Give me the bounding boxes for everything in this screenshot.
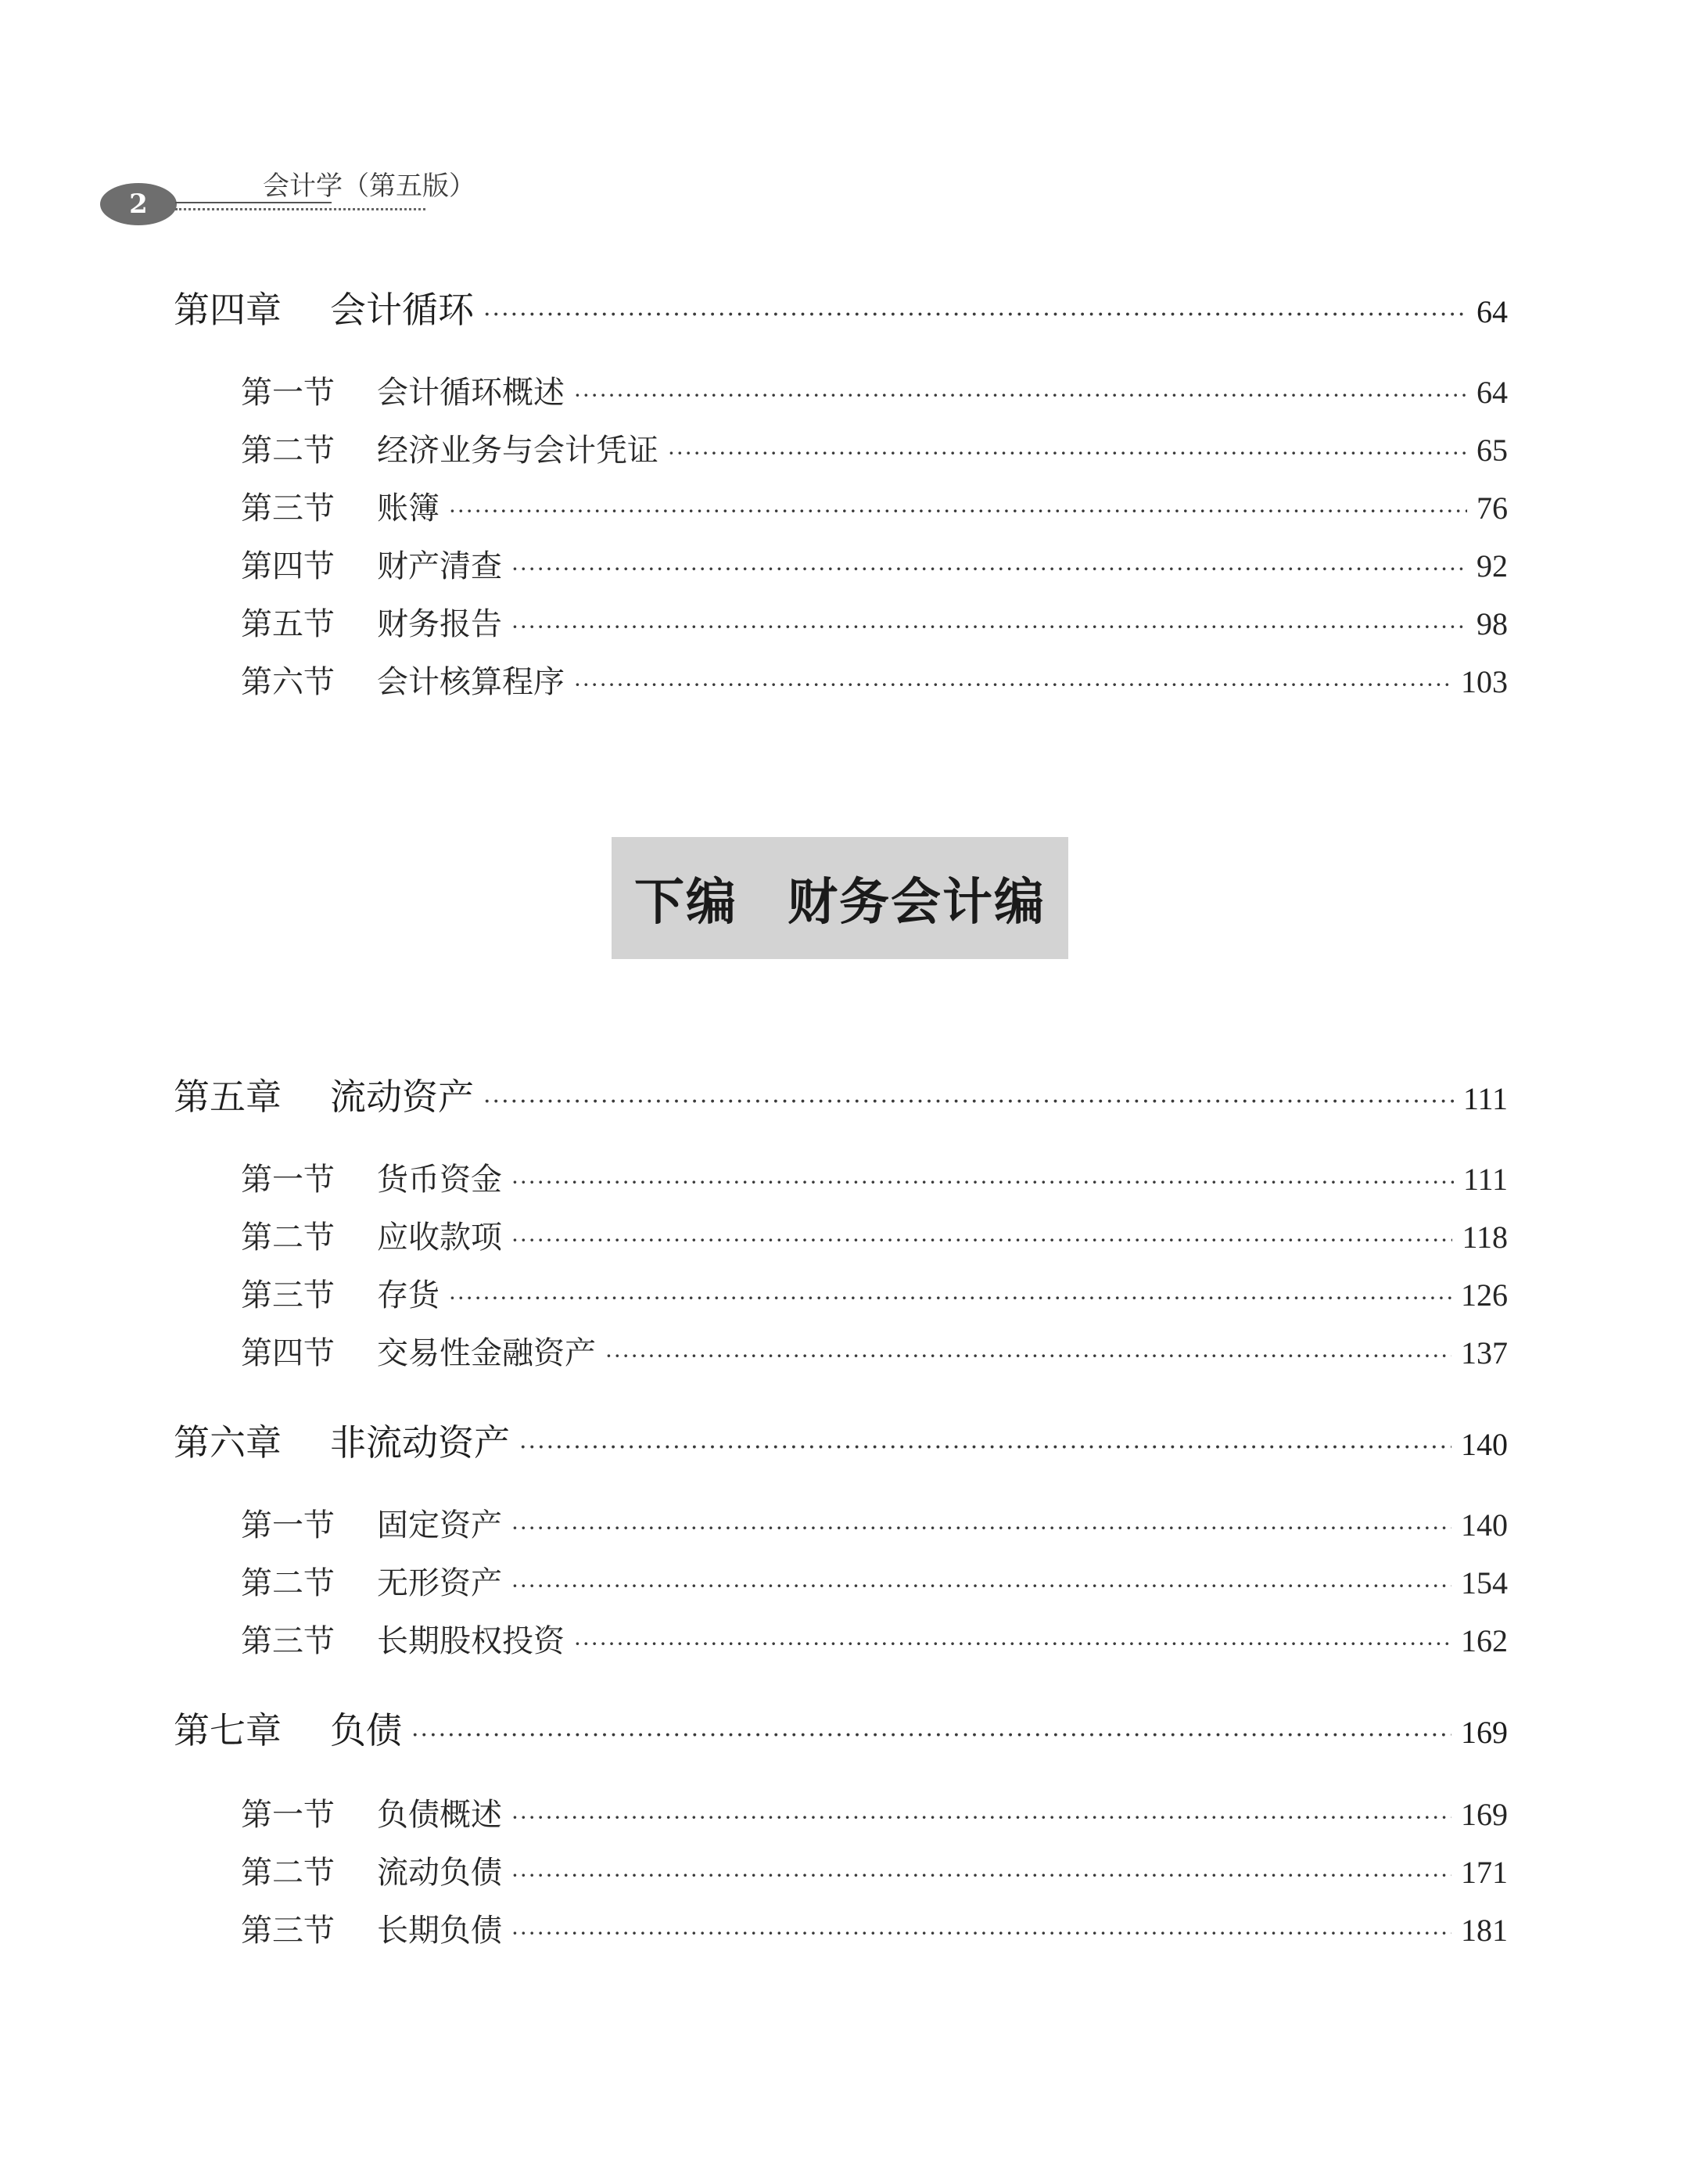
toc-section[interactable] bbox=[241, 1500, 1508, 1543]
page-ref: 181 bbox=[1461, 1913, 1508, 1948]
toc-section[interactable] bbox=[241, 541, 1508, 584]
dot-leader bbox=[605, 1343, 1451, 1369]
page-ref: 103 bbox=[1461, 664, 1508, 699]
part-label: 下编 bbox=[634, 873, 737, 932]
toc-section[interactable] bbox=[241, 1213, 1508, 1255]
section-title: 会计循环概述 bbox=[377, 375, 565, 411]
section-title: 长期股权投资 bbox=[377, 1623, 565, 1659]
page-number-badge: 2 bbox=[100, 183, 177, 225]
dot-leader bbox=[511, 1863, 1451, 1888]
toc-section[interactable] bbox=[241, 1270, 1508, 1313]
chapter-number: 第七章 bbox=[174, 1709, 282, 1751]
section-number: 第五节 bbox=[241, 606, 335, 642]
page-ref: 171 bbox=[1461, 1855, 1508, 1890]
page-ref: 140 bbox=[1461, 1427, 1508, 1462]
dot-leader bbox=[574, 1631, 1451, 1657]
section-title: 无形资产 bbox=[377, 1565, 502, 1601]
toc-section[interactable] bbox=[241, 368, 1508, 410]
dot-leader bbox=[668, 440, 1467, 466]
toc-section[interactable] bbox=[241, 599, 1508, 641]
section-title: 长期负债 bbox=[377, 1913, 502, 1949]
page-ref: 118 bbox=[1462, 1220, 1508, 1255]
section-number: 第一节 bbox=[241, 1162, 335, 1198]
dot-leader bbox=[511, 1920, 1451, 1946]
toc-chapter-7[interactable] bbox=[174, 1702, 1508, 1749]
part-title: 财务会计编 bbox=[788, 873, 1046, 932]
page-ref: 154 bbox=[1461, 1565, 1508, 1601]
section-title: 存货 bbox=[377, 1277, 440, 1313]
toc-chapter-6[interactable] bbox=[174, 1414, 1508, 1464]
section-number: 第六节 bbox=[241, 664, 335, 700]
page-ref: 111 bbox=[1462, 1162, 1508, 1197]
dot-leader bbox=[411, 1722, 1451, 1749]
dot-leader bbox=[511, 1227, 1452, 1253]
page-ref: 137 bbox=[1461, 1335, 1508, 1371]
dot-leader bbox=[511, 1573, 1451, 1599]
chapter-number: 第六章 bbox=[174, 1421, 282, 1464]
toc-section[interactable] bbox=[241, 1328, 1508, 1371]
toc-section[interactable] bbox=[241, 1848, 1508, 1890]
section-title: 固定资产 bbox=[377, 1507, 502, 1543]
chapter-number: 第四章 bbox=[174, 289, 282, 331]
section-number: 第一节 bbox=[241, 1797, 335, 1833]
page-ref: 169 bbox=[1461, 1715, 1508, 1750]
chapter-title: 非流动资产 bbox=[330, 1421, 510, 1464]
running-header bbox=[100, 156, 475, 235]
section-number: 第一节 bbox=[241, 1507, 335, 1543]
toc-section[interactable] bbox=[241, 1616, 1508, 1658]
page-ref: 111 bbox=[1462, 1081, 1508, 1116]
chapter-number: 第五章 bbox=[174, 1076, 282, 1118]
page-ref: 140 bbox=[1461, 1507, 1508, 1543]
section-title: 账簿 bbox=[377, 490, 440, 526]
dot-leader bbox=[511, 556, 1467, 582]
dot-leader bbox=[511, 614, 1467, 640]
toc-section[interactable] bbox=[241, 1558, 1508, 1601]
dot-leader bbox=[449, 1285, 1451, 1311]
page-ref: 65 bbox=[1477, 433, 1508, 468]
section-title: 财产清查 bbox=[377, 548, 502, 584]
dot-leader bbox=[511, 1169, 1454, 1195]
page-ref: 162 bbox=[1461, 1623, 1508, 1658]
chapter-title: 负债 bbox=[330, 1709, 402, 1751]
section-number: 第三节 bbox=[241, 1913, 335, 1949]
page-ref: 169 bbox=[1461, 1797, 1508, 1832]
page-ref: 76 bbox=[1477, 490, 1508, 526]
dot-leader bbox=[574, 672, 1451, 698]
section-title: 负债概述 bbox=[377, 1797, 502, 1833]
page-ref: 64 bbox=[1477, 294, 1508, 329]
dot-leader bbox=[449, 498, 1467, 524]
section-number: 第三节 bbox=[241, 1623, 335, 1659]
section-title: 经济业务与会计凭证 bbox=[377, 433, 658, 469]
book-title: 会计学（第五版） bbox=[263, 171, 475, 202]
section-number: 第二节 bbox=[241, 433, 335, 469]
toc-chapter-5[interactable] bbox=[174, 1069, 1508, 1116]
dot-leader bbox=[483, 1088, 1454, 1116]
section-number: 第三节 bbox=[241, 490, 335, 526]
header-dotted-rule bbox=[175, 208, 425, 210]
section-title: 应收款项 bbox=[377, 1220, 502, 1256]
page-ref: 64 bbox=[1477, 375, 1508, 410]
dot-leader bbox=[511, 1515, 1451, 1541]
dot-leader bbox=[519, 1434, 1451, 1461]
section-number: 第二节 bbox=[241, 1220, 335, 1256]
chapter-title: 流动资产 bbox=[330, 1076, 474, 1118]
section-title: 会计核算程序 bbox=[377, 664, 565, 700]
section-number: 第四节 bbox=[241, 1335, 335, 1371]
toc-section[interactable] bbox=[241, 1906, 1508, 1948]
toc-section[interactable] bbox=[241, 1155, 1508, 1197]
page-ref: 126 bbox=[1461, 1277, 1508, 1313]
toc-chapter-4[interactable] bbox=[174, 282, 1508, 329]
section-title: 交易性金融资产 bbox=[377, 1335, 596, 1371]
section-title: 财务报告 bbox=[377, 606, 502, 642]
section-number: 第二节 bbox=[241, 1855, 335, 1891]
section-number: 第四节 bbox=[241, 548, 335, 584]
toc-section[interactable] bbox=[241, 657, 1508, 699]
toc-section[interactable] bbox=[241, 426, 1508, 468]
page-ref: 98 bbox=[1477, 606, 1508, 641]
page-ref: 92 bbox=[1477, 548, 1508, 584]
section-number: 第三节 bbox=[241, 1277, 335, 1313]
section-title: 流动负债 bbox=[377, 1855, 502, 1891]
part-banner bbox=[612, 837, 1068, 959]
chapter-title: 会计循环 bbox=[330, 289, 474, 331]
toc-section[interactable] bbox=[241, 483, 1508, 526]
section-title: 货币资金 bbox=[377, 1162, 502, 1198]
dot-leader bbox=[511, 1805, 1451, 1830]
section-number: 第一节 bbox=[241, 375, 335, 411]
toc-section[interactable] bbox=[241, 1790, 1508, 1832]
dot-leader bbox=[574, 383, 1467, 408]
section-number: 第二节 bbox=[241, 1565, 335, 1601]
dot-leader bbox=[483, 301, 1467, 329]
